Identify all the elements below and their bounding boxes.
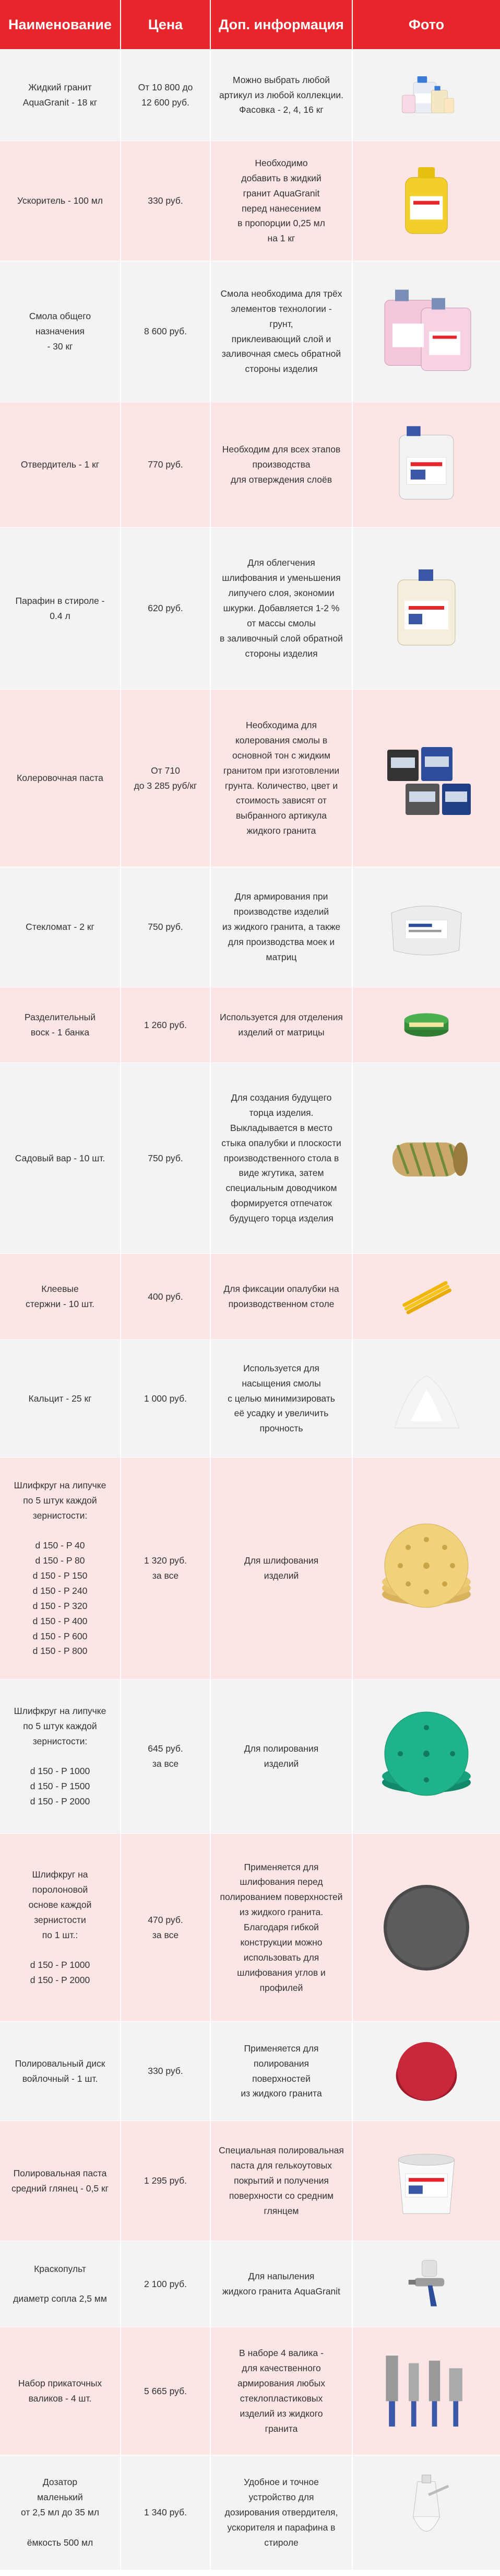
product-name: Парафин в стироле - 0.4 л	[15, 595, 105, 621]
info-cell	[210, 1834, 352, 2021]
product-price: 2 100 руб.	[144, 2278, 187, 2289]
header-name: Наименование	[8, 16, 112, 32]
product-name: Садовый вар - 10 шт.	[15, 1152, 105, 1163]
product-price: 1 320 руб. за все	[144, 1555, 187, 1581]
product-name: Отвердитель - 1 кг	[20, 459, 100, 470]
table-row	[0, 50, 500, 141]
table-row	[0, 1680, 500, 1834]
product-info: Для облегчения шлифования и уменьшения липучего слоя, экономии шкурки. Добавляется 1-2 % от массы смолы в заливочный слой обратной стороны изделия	[220, 557, 343, 659]
product-name: Смола общего назначения - 30 кг	[29, 311, 91, 352]
product-price: 470 руб. за все	[148, 1914, 183, 1940]
product-name: Шлифкруг на поролоновой основе каждой зернистости по 1 шт.: d 150 - P 1000 d 150 - P 2000	[28, 1869, 92, 1986]
product-name-cell	[0, 528, 120, 689]
product-name: Набор прикаточных валиков - 4 шт.	[18, 2378, 102, 2404]
product-price: 1 295 руб.	[144, 2175, 187, 2186]
table-row	[0, 690, 500, 867]
product-set-icon	[374, 63, 479, 127]
product-info: Удобное и точное устройство для дозирования отвердителя, ускорителя и парафина в стироле	[224, 2477, 338, 2548]
product-price: 330 руб.	[148, 195, 183, 206]
table-row	[0, 402, 500, 528]
product-name-cell	[0, 2455, 120, 2570]
info-cell	[210, 528, 352, 689]
product-info: Используется для отделения изделий от матрицы	[220, 1012, 343, 1038]
price-cell	[120, 528, 210, 689]
photo-cell	[352, 1458, 500, 1679]
info-cell	[210, 1680, 352, 1833]
product-name-cell	[0, 50, 120, 141]
table-row	[0, 2455, 500, 2570]
info-cell	[210, 50, 352, 141]
table-row	[0, 1834, 500, 2022]
product-price: От 10 800 до 12 600 руб.	[138, 82, 193, 108]
product-info: В наборе 4 валика - для качественного армирования любых стеклопластиковых изделий из жидкого гранита	[237, 2348, 326, 2434]
price-cell	[120, 1834, 210, 2021]
product-price: 645 руб. за все	[148, 1743, 183, 1769]
glue-sticks-icon	[374, 1267, 479, 1326]
table-body	[0, 50, 500, 2570]
product-info: Применяется для шлифования перед полированием поверхностей из жидкого гранита. Благодаря гибкой конструкции можно использовать для шлифования углов и профилей	[220, 1861, 343, 1993]
price-cell	[120, 1458, 210, 1679]
product-price: 1 000 руб.	[144, 1393, 187, 1404]
product-name-cell	[0, 1458, 120, 1679]
table-row	[0, 2121, 500, 2241]
photo-cell	[352, 528, 500, 689]
price-cell	[120, 1254, 210, 1339]
photo-cell	[352, 2455, 500, 2570]
price-cell	[120, 690, 210, 867]
product-price: 770 руб.	[148, 459, 183, 470]
photo-cell	[352, 2241, 500, 2327]
info-cell	[210, 987, 352, 1063]
photo-cell	[352, 867, 500, 987]
product-name: Жидкий гранит AquaGranit - 18 кг	[22, 82, 98, 108]
dispenser-icon	[374, 2468, 479, 2557]
table-header	[0, 0, 500, 50]
photo-cell	[352, 2121, 500, 2241]
rollers-icon	[374, 2340, 479, 2442]
photo-cell	[352, 1340, 500, 1457]
table-row	[0, 2022, 500, 2121]
product-info: Необходим для всех этапов производства для отверждения слоёв	[222, 444, 341, 485]
pink-canisters-icon	[374, 274, 479, 389]
table-row	[0, 987, 500, 1063]
product-name: Шлифкруг на липучке по 5 штук каждой зернистости: d 150 - P 40 d 150 - P 80 d 150 - P 150 d 150 - P 240 d 150 - P 320 d 150 - P 400 d 150 - P 600 d 150 - P 800	[14, 1479, 106, 1657]
price-cell	[120, 141, 210, 261]
photo-cell	[352, 987, 500, 1063]
product-price: От 710 до 3 285 руб/кг	[134, 765, 197, 791]
green-discs-icon	[374, 1699, 479, 1814]
product-name-cell	[0, 1340, 120, 1457]
product-info: Для шлифования изделий	[244, 1555, 319, 1581]
product-info: Необходима для колерования смолы в основной тон с жидким гранитом при изготовлении грунта. Количество, цвет и стоимость зависят от выбранного артикула жидкого гранита	[223, 720, 340, 836]
product-price: 620 руб.	[148, 603, 183, 614]
info-cell	[210, 1254, 352, 1339]
product-name-cell	[0, 2121, 120, 2241]
product-name-cell	[0, 1254, 120, 1339]
info-cell	[210, 2327, 352, 2455]
info-cell	[210, 2121, 352, 2241]
table-row	[0, 261, 500, 402]
price-cell	[120, 261, 210, 402]
product-info: Специальная полировальная паста для гелькоутовых покрытий и получения поверхности со средним глянцем	[219, 2145, 344, 2216]
product-price: 400 руб.	[148, 1291, 183, 1302]
product-info: Используется для насыщения смолы с целью минимизировать её усадку и увеличить прочность	[228, 1362, 335, 1434]
product-name: Колеровочная паста	[17, 773, 103, 784]
product-info: Для армирования при производстве изделий из жидкого гранита, а также для производства моек и матриц	[222, 891, 341, 962]
product-price: 1 340 руб.	[144, 2507, 187, 2518]
photo-cell	[352, 141, 500, 261]
product-name-cell	[0, 690, 120, 867]
product-name: Шлифкруг на липучке по 5 штук каждой зернистости: d 150 - P 1000 d 150 - P 1500 d 150 - P 2000	[14, 1705, 106, 1807]
price-cell	[120, 1340, 210, 1457]
table-row	[0, 1254, 500, 1340]
product-info: Необходимо добавить в жидкий гранит AquaGranit перед нанесением в пропорции 0,25 мл на 1 кг	[237, 157, 325, 244]
foam-disc-icon	[374, 1870, 479, 1985]
price-cell	[120, 867, 210, 987]
photo-cell	[352, 1834, 500, 2021]
product-info: Смола необходима для трёх элементов технологии - грунт, приклеивающий слой и заливочная смесь обратной стороны изделия	[220, 288, 342, 375]
yellow-discs-icon	[374, 1511, 479, 1626]
product-price: 8 600 руб.	[144, 326, 187, 337]
polish-bucket-icon	[374, 2134, 479, 2228]
product-name: Кальцит - 25 кг	[28, 1393, 92, 1404]
product-price: 750 руб.	[148, 1152, 183, 1163]
info-cell	[210, 2241, 352, 2327]
white-canister-icon	[374, 415, 479, 514]
product-info: Для напыления жидкого гранита AquaGranit	[222, 2271, 341, 2297]
spray-gun-icon	[374, 2254, 479, 2314]
paraffin-canister-icon	[374, 551, 479, 666]
photo-cell	[352, 1254, 500, 1339]
price-cell	[120, 987, 210, 1063]
price-cell	[120, 1063, 210, 1253]
price-cell	[120, 50, 210, 141]
fiberglass-bag-icon	[374, 880, 479, 974]
table-row	[0, 528, 500, 690]
table-row	[0, 2241, 500, 2327]
info-cell	[210, 867, 352, 987]
product-name: Краскопульт диаметр сопла 2,5 мм	[13, 2263, 107, 2304]
product-name-cell	[0, 261, 120, 402]
product-info: Можно выбрать любой артикул из любой коллекции. Фасовка - 2, 4, 16 кг	[219, 74, 343, 115]
product-name-cell	[0, 987, 120, 1063]
table-row	[0, 141, 500, 261]
product-name: Ускоритель - 100 мл	[17, 195, 103, 206]
info-cell	[210, 690, 352, 867]
product-name: Полировальная паста средний глянец - 0,5 кг	[11, 2167, 109, 2194]
product-name-cell	[0, 2241, 120, 2327]
price-cell	[120, 2327, 210, 2455]
calcite-powder-icon	[374, 1353, 479, 1444]
header-info: Доп. информация	[210, 0, 352, 49]
price-cell	[120, 1680, 210, 1833]
yellow-bottle-icon	[374, 154, 479, 248]
product-info: Для создания будущего торца изделия. Выкладывается в место стыка опалубки и плоскости производственного стола в виде жгутика, затем специальным доводчиком формируется отпечаток будущего торца изделия	[221, 1092, 341, 1224]
price-cell	[120, 2121, 210, 2241]
price-cell	[120, 2241, 210, 2327]
product-name-cell	[0, 1680, 120, 1833]
product-name: Дозатор маленький от 2,5 мл до 35 мл ёмкость 500 мл	[21, 2477, 99, 2548]
table-row	[0, 2327, 500, 2455]
felt-disc-icon	[374, 2035, 479, 2107]
photo-cell	[352, 1063, 500, 1253]
product-name: Стекломат - 2 кг	[26, 922, 94, 933]
info-cell	[210, 402, 352, 527]
paint-cans-icon	[374, 721, 479, 836]
product-name: Клеевые стержни - 10 шт.	[25, 1284, 95, 1309]
header-price: Цена	[120, 0, 210, 49]
product-price: 330 руб.	[148, 2066, 183, 2077]
photo-cell	[352, 1680, 500, 1833]
info-cell	[210, 2022, 352, 2120]
product-price: 1 260 руб.	[144, 1019, 187, 1030]
info-cell	[210, 1063, 352, 1253]
header-photo: Фото	[352, 0, 500, 49]
product-name-cell	[0, 402, 120, 527]
table-row	[0, 1063, 500, 1254]
product-name-cell	[0, 1063, 120, 1253]
wax-tin-icon	[374, 1000, 479, 1050]
product-name: Полировальный диск войлочный - 1 шт.	[15, 2058, 105, 2084]
photo-cell	[352, 261, 500, 402]
product-info: Применяется для полирования поверхностей из жидкого гранита	[241, 2043, 322, 2099]
product-name: Разделительный воск - 1 банка	[25, 1012, 96, 1038]
info-cell	[210, 1458, 352, 1679]
product-info: Для фиксации опалубки на производственном столе	[223, 1284, 339, 1309]
table-row	[0, 1340, 500, 1458]
info-cell	[210, 141, 352, 261]
product-info: Для полирования изделий	[244, 1743, 319, 1769]
price-cell	[120, 2455, 210, 2570]
info-cell	[210, 2455, 352, 2570]
info-cell	[210, 1340, 352, 1457]
photo-cell	[352, 2022, 500, 2120]
product-price: 5 665 руб.	[144, 2385, 187, 2396]
table-row	[0, 1458, 500, 1680]
product-name-cell	[0, 141, 120, 261]
photo-cell	[352, 50, 500, 141]
price-cell	[120, 402, 210, 527]
photo-cell	[352, 690, 500, 867]
product-name-cell	[0, 867, 120, 987]
table-row	[0, 867, 500, 987]
photo-cell	[352, 402, 500, 527]
product-price: 750 руб.	[148, 922, 183, 933]
product-name-cell	[0, 1834, 120, 2021]
product-name-cell	[0, 2022, 120, 2120]
garden-pitch-icon	[374, 1101, 479, 1216]
info-cell	[210, 261, 352, 402]
photo-cell	[352, 2327, 500, 2455]
product-name-cell	[0, 2327, 120, 2455]
price-cell	[120, 2022, 210, 2120]
